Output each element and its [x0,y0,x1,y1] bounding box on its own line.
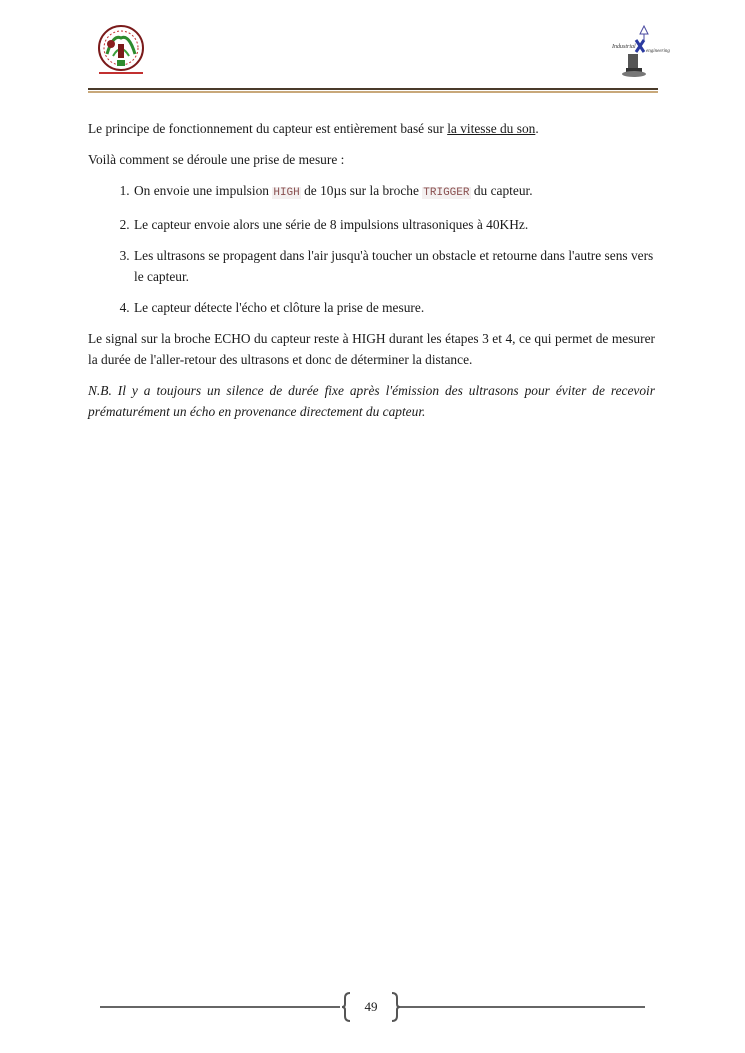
header-rule [88,88,658,90]
university-logo [93,24,149,78]
page-footer [100,992,645,1024]
list-item: 2. Le capteur envoie alors une série de 8 impulsions ultrasoniques à 40KHz. [133,214,655,235]
page-number: 49 [364,999,378,1014]
footer-rule-right [400,1006,645,1008]
measurement-intro: Voilà comment se déroule une prise de mesure : [88,152,345,167]
code-trigger: TRIGGER [423,187,470,199]
speed-of-sound-link[interactable]: la vitesse du son [447,121,536,136]
list-item: 4. Le capteur détecte l'écho et clôture la prise de mesure. [133,297,655,318]
club-logo [610,24,670,80]
header-rule-accent [88,91,658,93]
footer-rule-left [100,1006,340,1008]
intro-paragraph: Le principe de fonctionnement du capteur est entièrement basé sur la vitesse du son. [88,121,539,136]
code-high: HIGH [273,187,300,199]
left-brace-icon [340,992,352,1022]
svg-text:Industrial: Industrial [612,44,636,50]
note-paragraph: N.B. Il y a toujours un silence de durée fixe après l'émission des ultrasons pour éviter de recevoir prématurément un écho en provenance directement du capteur. [88,383,655,419]
list-item: 1. On envoie une impulsion HIGH de 10µs sur la broche TRIGGER du capteur. [133,180,655,204]
list-item: 3. Les ultrasons se propagent dans l'air jusqu'à toucher un obstacle et retourne dans l'autre sens vers le capteur. [133,245,655,287]
measurement-steps [88,180,655,318]
page-content [88,118,655,432]
echo-paragraph: Le signal sur la broche ECHO du capteur reste à HIGH durant les étapes 3 et 4, ce qui permet de mesurer la durée de l'aller-retour des ultrasons et donc de déterminer la distance. [88,331,655,367]
svg-text:engineering: engineering [646,49,670,54]
